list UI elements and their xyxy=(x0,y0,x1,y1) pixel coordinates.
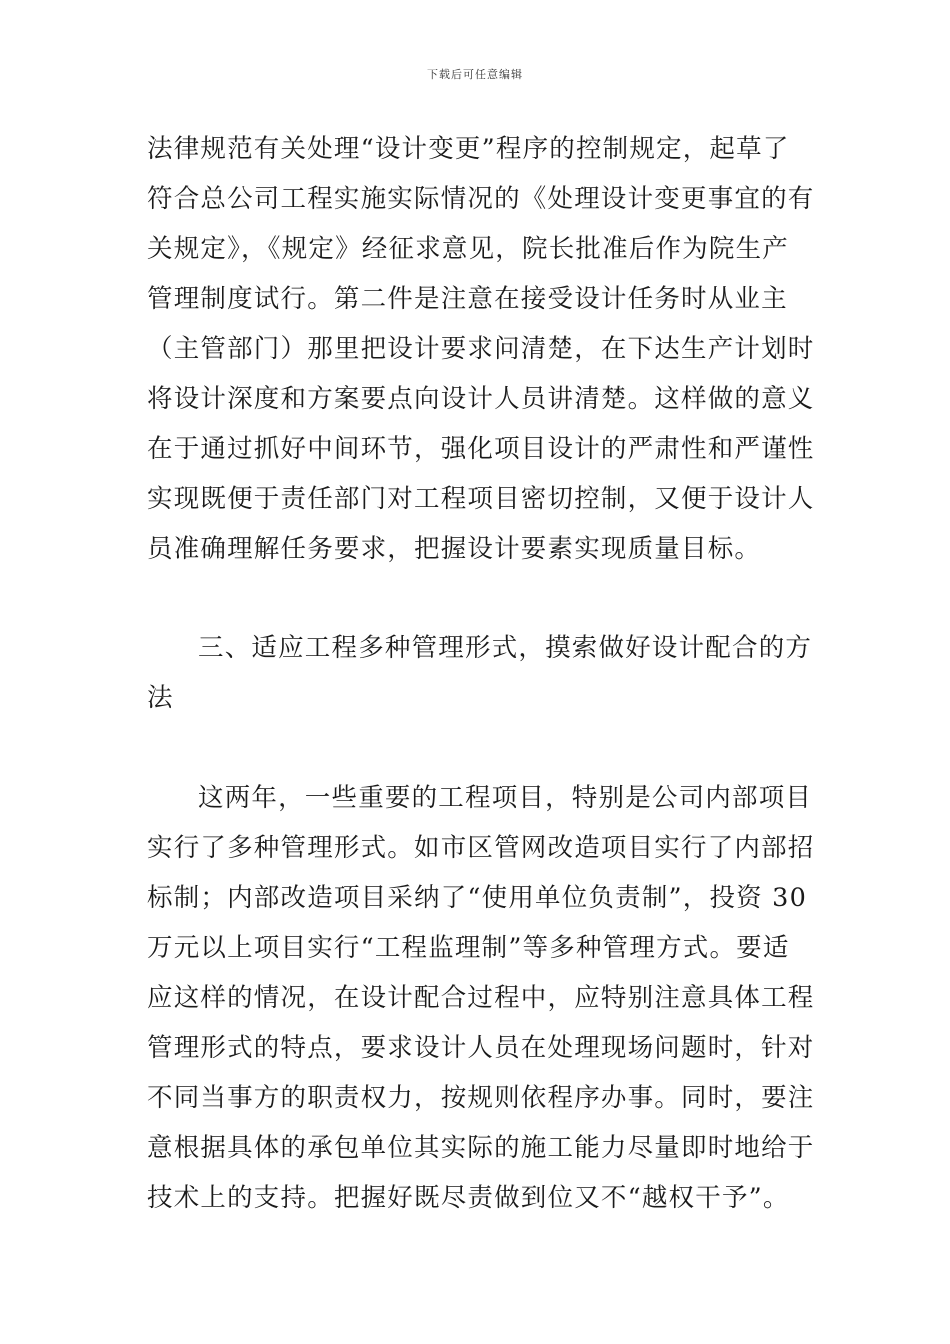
page-header: 下载后可任意编辑 xyxy=(427,68,523,81)
text-line: 管理形式的特点，要求设计人员在处理现场问题时，针对 xyxy=(147,1033,815,1063)
text-line: 万元以上项目实行“工程监理制”等多种管理方式。要适 xyxy=(147,933,790,963)
text-line: 标制；内部改造项目采纳了“使用单位负责制”，投资 30 xyxy=(147,883,808,913)
text-line: 符合总公司工程实施实际情况的《处理设计变更事宜的有 xyxy=(147,184,815,214)
text-line: 应这样的情况，在设计配合过程中，应特别注意具体工程 xyxy=(147,983,815,1013)
text-line: 管理制度试行。第二件是注意在接受设计任务时从业主 xyxy=(147,284,788,314)
text-line: 关规定》，《规定》经征求意见，院长批准后作为院生产 xyxy=(147,234,790,264)
text-line: 将设计深度和方案要点向设计人员讲清楚。这样做的意义 xyxy=(147,384,815,414)
heading-line: 三、适应工程多种管理形式，摸索做好设计配合的方 xyxy=(198,633,813,663)
text-line: 员准确理解任务要求，把握设计要素实现质量目标。 xyxy=(147,534,762,564)
text-line: 实现既便于责任部门对工程项目密切控制，又便于设计人 xyxy=(147,484,815,514)
text-line: 这两年，一些重要的工程项目，特别是公司内部项目 xyxy=(198,783,813,813)
text-line: 意根据具体的承包单位其实际的施工能力尽量即时地给于 xyxy=(147,1133,815,1163)
text-line: 在于通过抓好中间环节，强化项目设计的严肃性和严谨性 xyxy=(147,434,815,464)
text-line: 技术上的支持。把握好既尽责做到位又不“越权干予”。 xyxy=(147,1183,790,1213)
text-line: 不同当事方的职责权力，按规则依程序办事。同时，要注 xyxy=(147,1083,815,1113)
text-line: 实行了多种管理形式。如市区管网改造项目实行了内部招 xyxy=(147,833,815,863)
heading-line: 法 xyxy=(147,683,174,713)
text-line: 法律规范有关处理“设计变更”程序的控制规定，起草了 xyxy=(147,134,790,164)
text-line: （主管部门）那里把设计要求问清楚，在下达生产计划时 xyxy=(147,334,815,364)
